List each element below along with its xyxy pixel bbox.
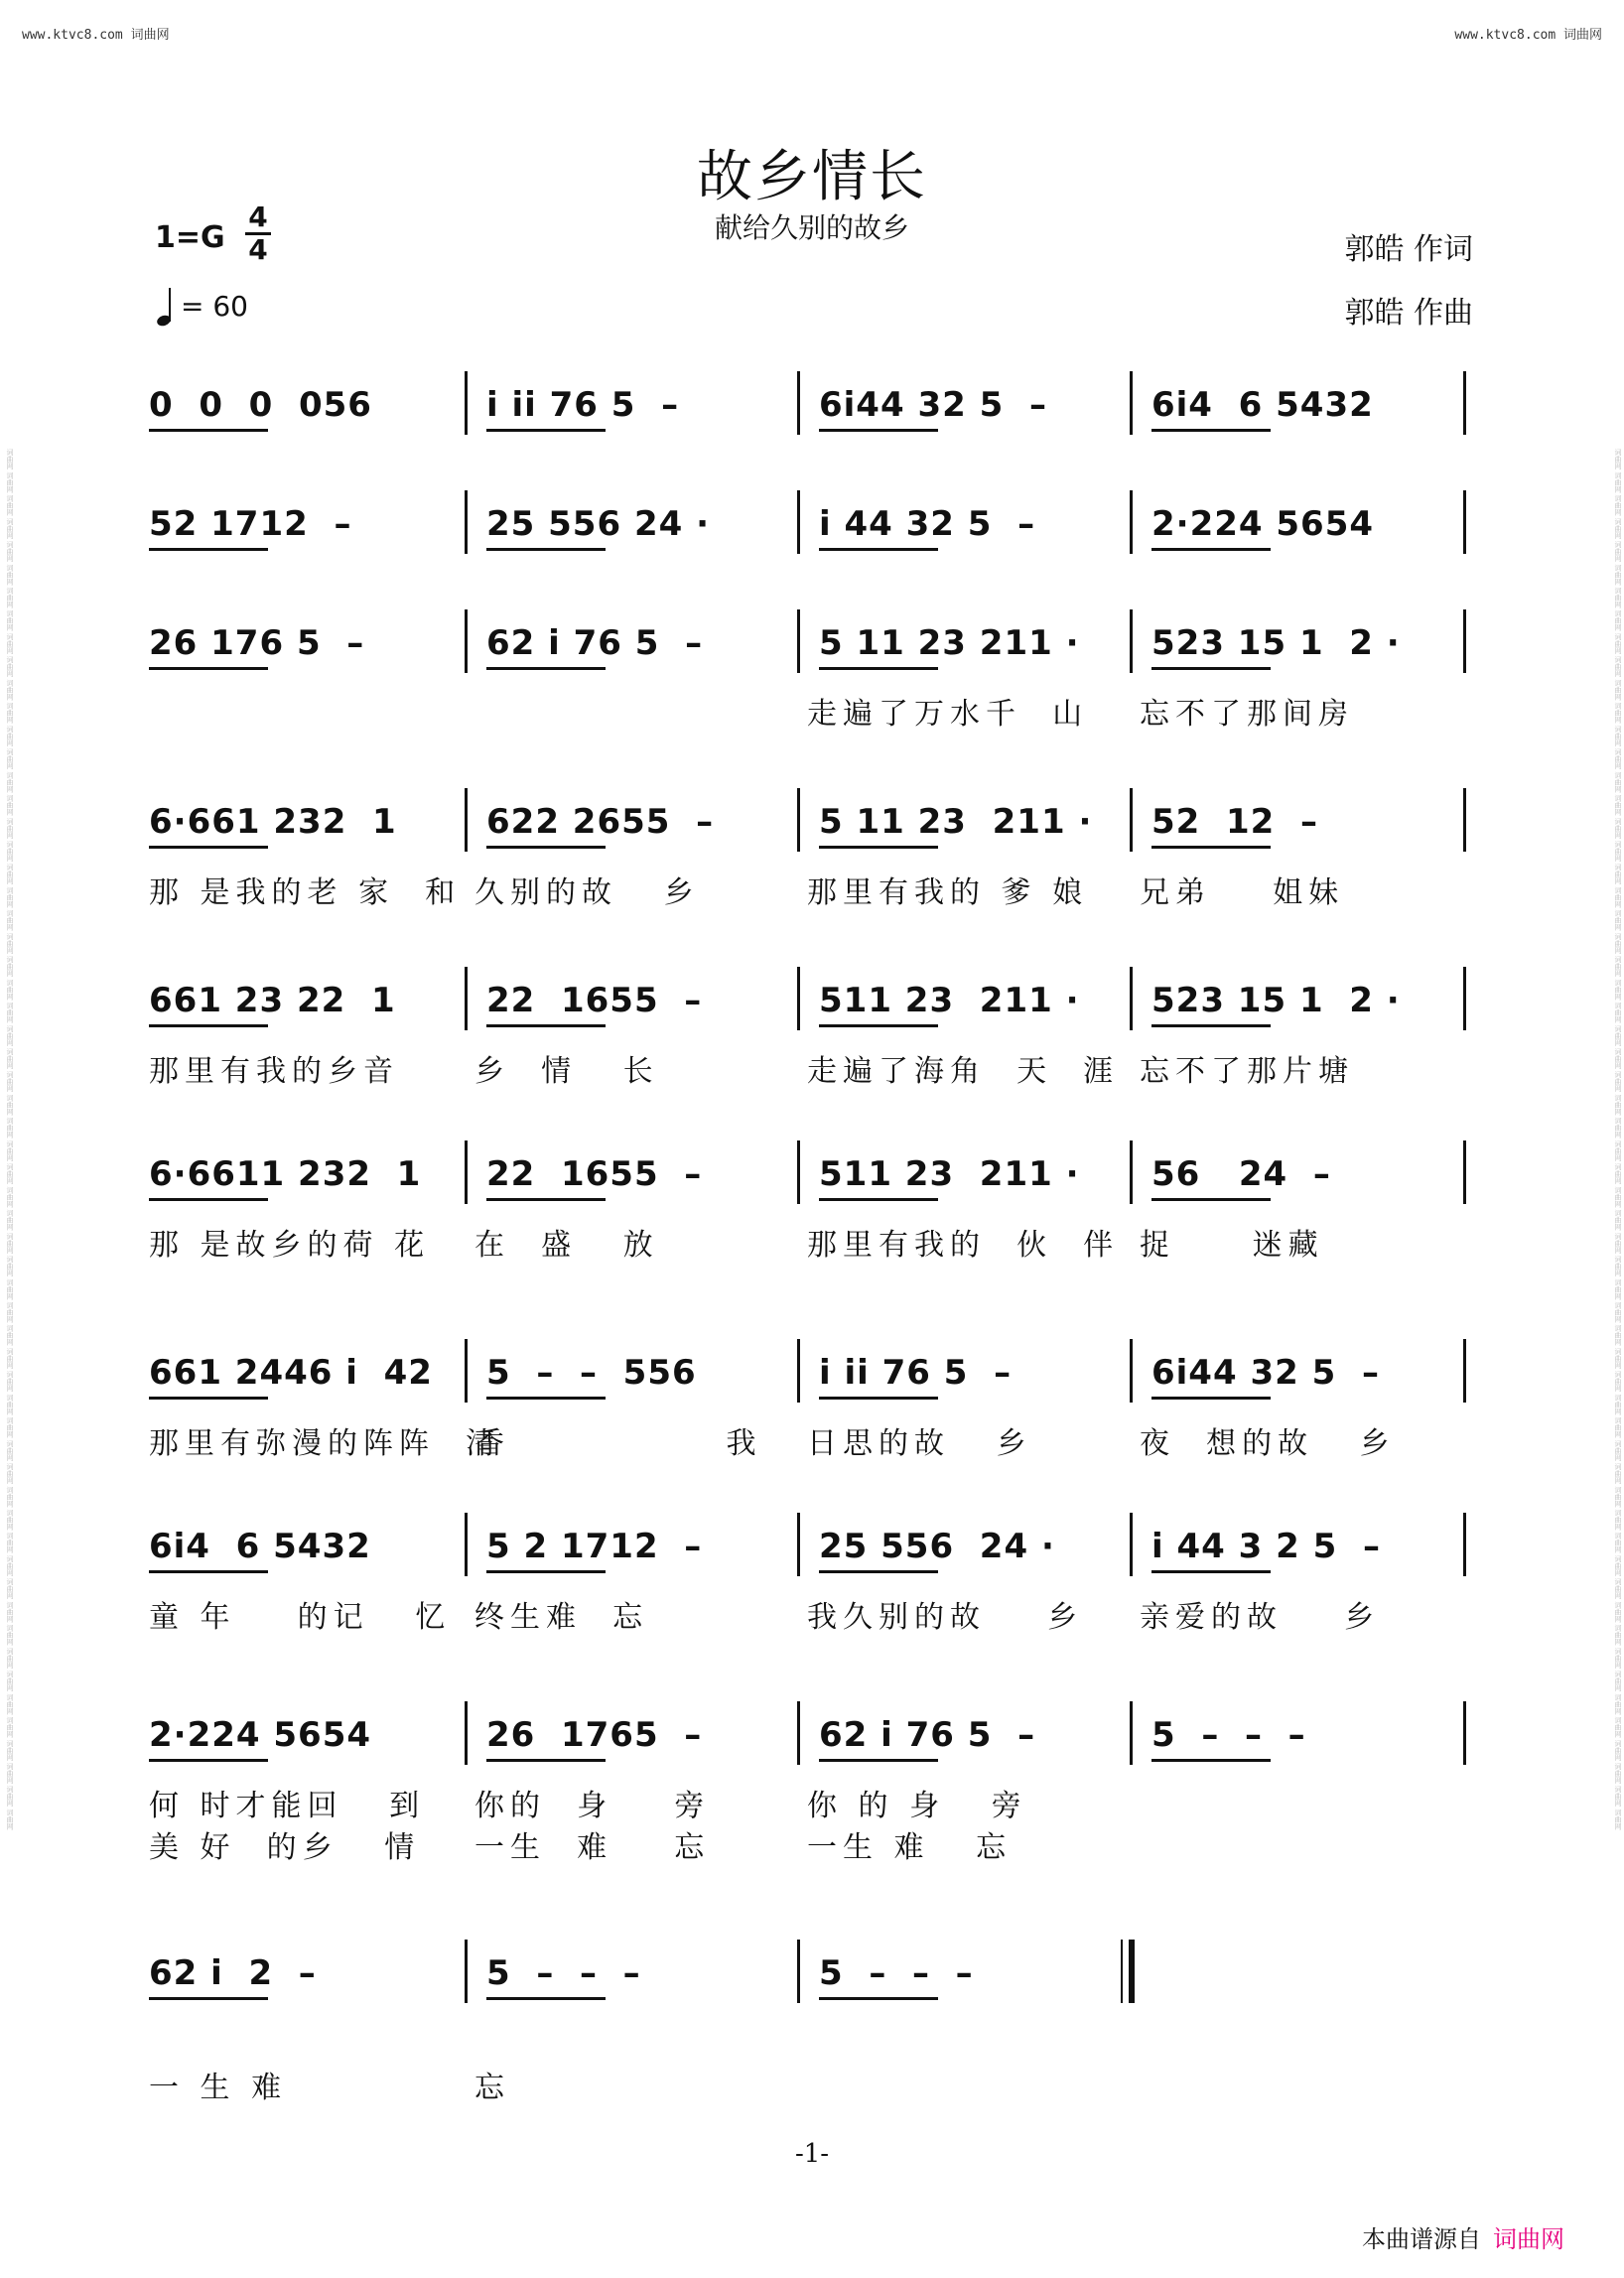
measure: 22 1655 –	[486, 981, 703, 1020]
bar-line	[1130, 1701, 1133, 1765]
lyrics-segment: 那里有弥漫的阵阵 清	[149, 1426, 502, 1461]
time-signature-top: 4	[248, 201, 268, 233]
measure: 2·224 5654	[149, 1715, 372, 1755]
bar-line	[797, 490, 800, 554]
bar-line	[797, 1140, 800, 1204]
measure: 26 176 5 –	[149, 623, 365, 663]
lyrics-segment: 你的 身 旁	[474, 1789, 711, 1823]
measure: 22 1655 –	[486, 1154, 703, 1194]
lyrics-segment: 夜 想的故 乡	[1140, 1426, 1396, 1461]
bar-line	[1130, 490, 1133, 554]
lyrics-segment: 终生难 忘	[474, 1600, 649, 1635]
footer-brand: 词曲网	[1493, 2225, 1564, 2253]
beam-underline	[149, 846, 268, 849]
lyrics-segment: 一 生 难	[149, 2071, 288, 2105]
beam-underline	[486, 1024, 606, 1027]
lyrics-segment: 走遍了万水千 山	[807, 697, 1089, 732]
bar-line	[1463, 788, 1466, 852]
measure: 2·224 5654	[1151, 504, 1375, 544]
bar-line	[797, 1513, 800, 1576]
beam-underline	[819, 846, 938, 849]
tempo-marking	[157, 286, 248, 326]
lyrics-segment: 香 我	[474, 1426, 762, 1461]
lyrics-segment: 你 的 身 旁	[807, 1789, 1027, 1823]
measure: i ii 76 5 –	[486, 385, 680, 425]
lyrics-line	[147, 689, 1471, 732]
beam-underline	[149, 1997, 268, 2000]
lyrics-segment: 忘不了那片塘	[1140, 1054, 1354, 1089]
bar-line	[465, 609, 468, 673]
bar-line	[797, 1940, 800, 2003]
beam-underline	[149, 1570, 268, 1573]
measure: 25 556 24 ·	[819, 1527, 1055, 1566]
side-watermark-left: 词曲网 词曲网 词曲网 词曲网 词曲网 词曲网 词曲网 词曲网 词曲网 词曲网 词曲网 词曲网 词曲网 词曲网 词曲网 词曲网 词曲网 词曲网 词曲网 词曲网 词曲网 词曲网 词曲网 词曲网 词曲网 词曲网 词曲网 词曲网 词曲网 词曲网 词曲网 词曲网 词曲网 词曲网 词曲网 词曲网 词曲网 词曲网 词曲网 词曲网 词曲网 词曲网 词曲网 词曲网 词曲网 词曲网 词曲网 词曲网 词曲网 词曲网 词曲网 词曲网 词曲网 词曲网 词曲网 词曲网 词曲网 词曲网 词曲网 词曲网	[6, 448, 14, 1830]
bar-line	[465, 1140, 468, 1204]
beam-underline	[149, 1759, 268, 1762]
final-bar-line	[1121, 1940, 1123, 2003]
beam-underline	[486, 667, 606, 670]
lyrics-segment: 乡 情 长	[474, 1054, 659, 1089]
measure: 661 2446 i 42	[149, 1353, 433, 1393]
measure: 5 2 1712 –	[486, 1527, 703, 1566]
lyricist-credit: 郭皓 作词	[1344, 232, 1473, 267]
time-signature-bottom: 4	[248, 233, 268, 266]
lyrics-segment: 那里有我的乡音	[149, 1054, 399, 1089]
lyrics-line	[147, 1046, 1471, 1089]
tempo-value: = 60	[181, 289, 248, 323]
bar-line	[1130, 1513, 1133, 1576]
lyrics-segment: 捉 迷藏	[1140, 1228, 1324, 1263]
bar-line	[465, 371, 468, 435]
bar-line	[1130, 967, 1133, 1030]
lyrics-segment: 走遍了海角 天 涯	[807, 1054, 1120, 1089]
bar-line	[465, 1339, 468, 1403]
beam-underline	[819, 667, 938, 670]
lyrics-segment: 何 时才能回 到	[149, 1789, 426, 1823]
notation-line	[147, 615, 1471, 675]
beam-underline	[819, 1570, 938, 1573]
measure: 5 – – –	[486, 1953, 641, 1993]
measure: 62 i 76 5 –	[819, 1715, 1036, 1755]
notation-line	[147, 377, 1471, 437]
beam-underline	[819, 1997, 938, 2000]
bar-line	[1130, 609, 1133, 673]
beam-underline	[819, 1198, 938, 1201]
measure: 6i4 6 5432	[149, 1527, 371, 1566]
measure: 56 24 –	[1151, 1154, 1331, 1194]
measure: 25 556 24 ·	[486, 504, 711, 544]
measure: 26 1765 –	[486, 1715, 703, 1755]
beam-underline	[149, 1397, 268, 1400]
bar-line	[797, 609, 800, 673]
lyrics-segment: 我久别的故 乡	[807, 1600, 1084, 1635]
measure: 5 11 23 211 ·	[819, 802, 1093, 842]
measure: 52 1712 –	[149, 504, 352, 544]
notation-line	[147, 1519, 1471, 1578]
beam-underline	[149, 548, 268, 551]
beam-underline	[1151, 1570, 1271, 1573]
beam-underline	[1151, 846, 1271, 849]
bar-line	[1463, 490, 1466, 554]
quarter-note-icon	[157, 286, 175, 326]
beam-underline	[486, 1198, 606, 1201]
measure: 511 23 211 ·	[819, 1154, 1080, 1194]
measure: i 44 32 5 –	[819, 504, 1036, 544]
lyrics-line	[147, 1822, 1471, 1865]
lyrics-line	[147, 2063, 1471, 2105]
bar-line	[1463, 371, 1466, 435]
bar-line	[797, 371, 800, 435]
measure: i ii 76 5 –	[819, 1353, 1013, 1393]
lyrics-segment: 那 是我的老 家 和	[149, 875, 462, 910]
measure: 62 i 2 –	[149, 1953, 317, 1993]
measure: 0 0 0 056	[149, 385, 372, 425]
beam-underline	[486, 846, 606, 849]
beam-underline	[486, 429, 606, 432]
source-footer	[1362, 2219, 1564, 2254]
beam-underline	[1151, 1024, 1271, 1027]
notation-line	[147, 1345, 1471, 1405]
lyrics-segment: 美 好 的乡 情	[149, 1830, 421, 1865]
beam-underline	[486, 1570, 606, 1573]
bar-line	[465, 1513, 468, 1576]
measure: 5 – – 556	[486, 1353, 697, 1393]
beam-underline	[819, 548, 938, 551]
bar-line	[465, 788, 468, 852]
bar-line	[465, 1701, 468, 1765]
measure: 5 – – –	[819, 1953, 974, 1993]
lyrics-segment: 一生 难 忘	[474, 1830, 711, 1865]
beam-underline	[486, 548, 606, 551]
measure: 6i44 32 5 –	[1151, 1353, 1380, 1393]
bar-line	[1130, 371, 1133, 435]
lyrics-segment: 那里有我的 爹 娘	[807, 875, 1089, 910]
bar-line	[465, 490, 468, 554]
lyrics-segment: 在 盛 放	[474, 1228, 659, 1263]
lyrics-segment: 忘不了那间房	[1140, 697, 1354, 732]
bar-line	[465, 967, 468, 1030]
lyrics-segment: 那 是故乡的荷 花	[149, 1228, 431, 1263]
side-watermark-right: 词曲网 词曲网 词曲网 词曲网 词曲网 词曲网 词曲网 词曲网 词曲网 词曲网 词曲网 词曲网 词曲网 词曲网 词曲网 词曲网 词曲网 词曲网 词曲网 词曲网 词曲网 词曲网 词曲网 词曲网 词曲网 词曲网 词曲网 词曲网 词曲网 词曲网 词曲网 词曲网 词曲网 词曲网 词曲网 词曲网 词曲网 词曲网 词曲网 词曲网 词曲网 词曲网 词曲网 词曲网 词曲网 词曲网 词曲网 词曲网 词曲网 词曲网 词曲网 词曲网 词曲网 词曲网 词曲网 词曲网 词曲网 词曲网 词曲网 词曲网	[1614, 448, 1622, 1830]
notation-line	[147, 973, 1471, 1032]
measure: 62 i 76 5 –	[486, 623, 704, 663]
lyrics-segment: 日思的故 乡	[807, 1426, 1032, 1461]
bar-line	[797, 967, 800, 1030]
bar-line	[1463, 1339, 1466, 1403]
notation-line	[147, 1146, 1471, 1206]
lyrics-segment: 一生 难 忘	[807, 1830, 1013, 1865]
composer-credit: 郭皓 作曲	[1344, 296, 1473, 331]
lyrics-segment: 久别的故 乡	[474, 875, 700, 910]
measure: i 44 3 2 5 –	[1151, 1527, 1381, 1566]
lyrics-segment: 兄弟 姐妹	[1140, 875, 1345, 910]
beam-underline	[1151, 1397, 1271, 1400]
bar-line	[465, 1940, 468, 2003]
bar-line	[1130, 788, 1133, 852]
lyrics-segment: 那里有我的 伙 伴	[807, 1228, 1120, 1263]
measure: 5 – – –	[1151, 1715, 1306, 1755]
notation-line	[147, 794, 1471, 854]
lyrics-segment: 童 年 的记 忆	[149, 1600, 452, 1635]
bar-line	[1129, 1940, 1135, 2003]
beam-underline	[486, 1997, 606, 2000]
measure: 661 23 22 1	[149, 981, 396, 1020]
site-header-right: www.ktvc8.com 词曲网	[1454, 28, 1602, 43]
beam-underline	[486, 1397, 606, 1400]
beam-underline	[819, 1024, 938, 1027]
bar-line	[1463, 1701, 1466, 1765]
beam-underline	[149, 1024, 268, 1027]
beam-underline	[819, 1759, 938, 1762]
measure: 6i44 32 5 –	[819, 385, 1047, 425]
beam-underline	[1151, 548, 1271, 551]
measure: 6·661 232 1	[149, 802, 397, 842]
bar-line	[1130, 1339, 1133, 1403]
bar-line	[1130, 1140, 1133, 1204]
site-header-left: www.ktvc8.com 词曲网	[22, 28, 170, 43]
bar-line	[797, 788, 800, 852]
lyrics-line	[147, 1418, 1471, 1461]
lyrics-line	[147, 1592, 1471, 1635]
beam-underline	[1151, 667, 1271, 670]
measure: 52 12 –	[1151, 802, 1318, 842]
bar-line	[797, 1339, 800, 1403]
beam-underline	[1151, 1759, 1271, 1762]
bar-line	[1463, 967, 1466, 1030]
lyrics-segment: 忘	[474, 2071, 510, 2105]
beam-underline	[149, 429, 268, 432]
lyrics-line	[147, 1220, 1471, 1263]
lyrics-line	[147, 1781, 1471, 1823]
measure: 622 2655 –	[486, 802, 715, 842]
bar-line	[1463, 1140, 1466, 1204]
measure: 523 15 1 2 ·	[1151, 623, 1401, 663]
notation-line	[147, 1707, 1471, 1767]
key-signature: 1=G	[155, 220, 225, 255]
time-signature	[243, 202, 273, 265]
song-subtitle: 献给久别的故乡	[714, 211, 909, 244]
beam-underline	[149, 667, 268, 670]
notation-line	[147, 1945, 1471, 2005]
measure: 6·6611 232 1	[149, 1154, 422, 1194]
song-title: 故乡情长	[697, 145, 927, 209]
footer-text: 本曲谱源自	[1362, 2225, 1481, 2253]
measure: 6i4 6 5432	[1151, 385, 1374, 425]
bar-line	[1463, 609, 1466, 673]
lyrics-line	[147, 868, 1471, 910]
beam-underline	[1151, 1198, 1271, 1201]
measure: 5 11 23 211 ·	[819, 623, 1080, 663]
bar-line	[797, 1701, 800, 1765]
beam-underline	[149, 1198, 268, 1201]
beam-underline	[486, 1759, 606, 1762]
beam-underline	[1151, 429, 1271, 432]
beam-underline	[819, 1397, 938, 1400]
lyrics-segment: 亲爱的故 乡	[1140, 1600, 1381, 1635]
measure: 511 23 211 ·	[819, 981, 1080, 1020]
notation-line	[147, 496, 1471, 556]
page-number: -1-	[794, 2139, 830, 2169]
measure: 523 15 1 2 ·	[1151, 981, 1401, 1020]
beam-underline	[819, 429, 938, 432]
bar-line	[1463, 1513, 1466, 1576]
